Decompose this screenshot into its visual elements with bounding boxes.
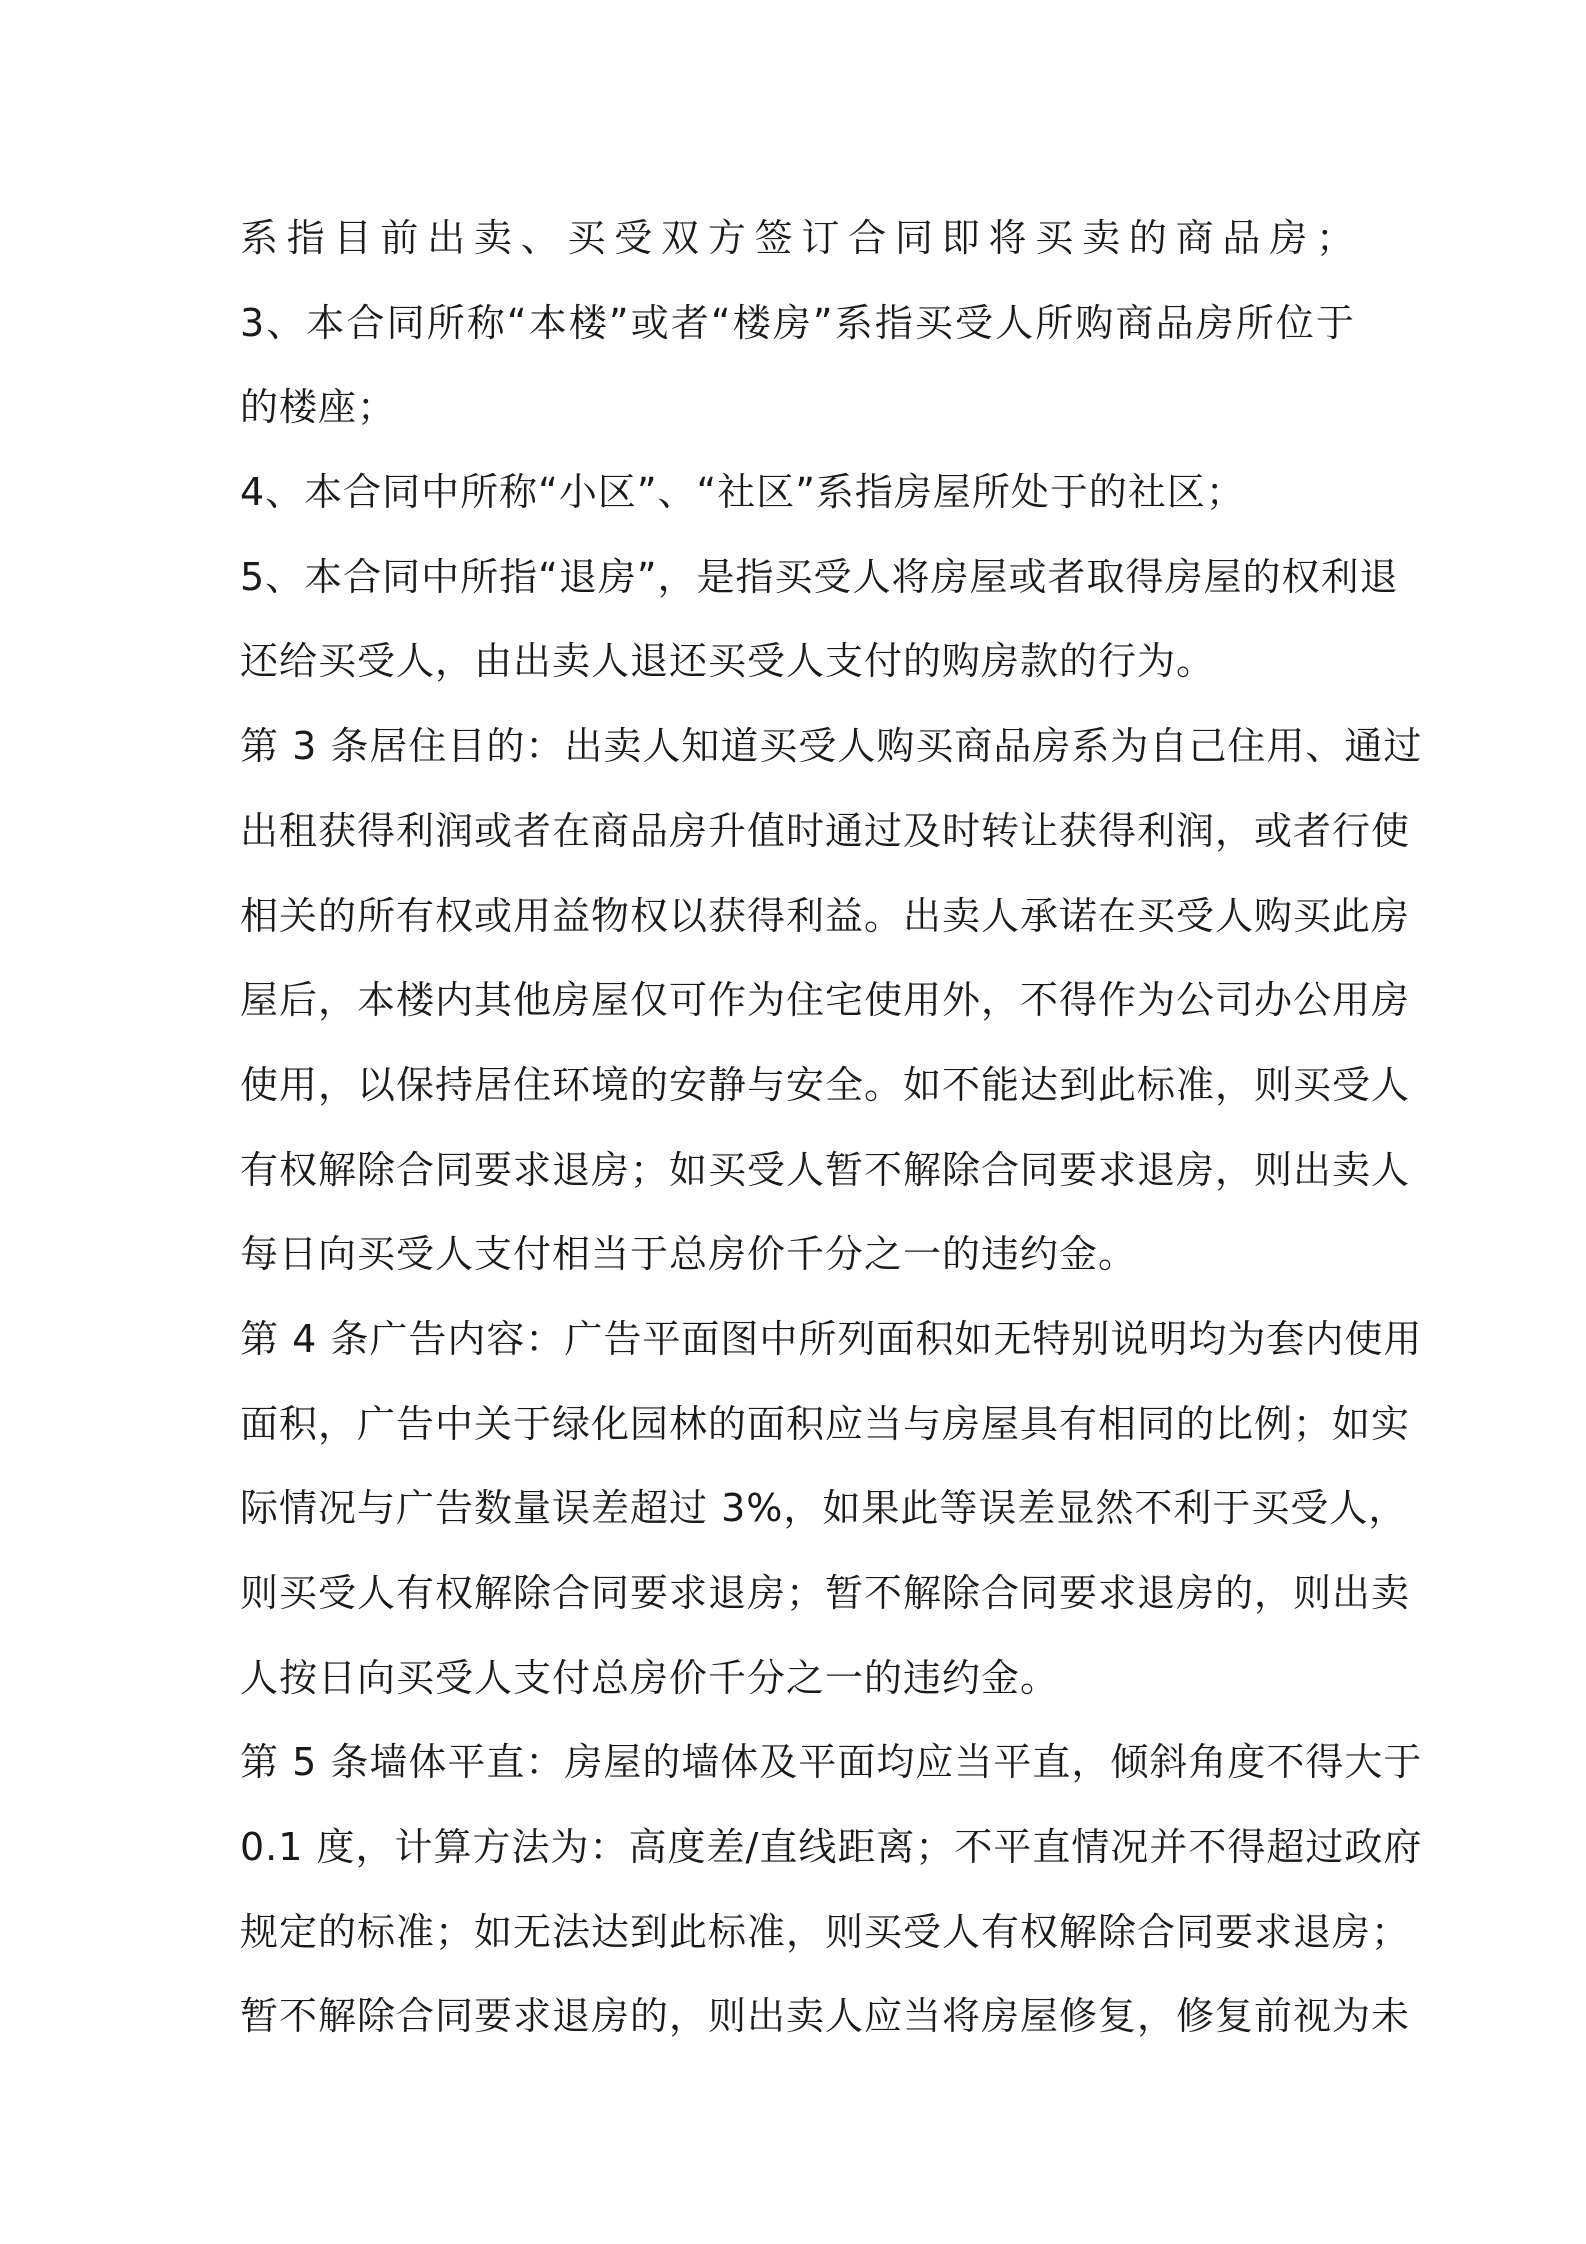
text-line: 4、本合同中所称“小区”、“社区”系指房屋所处于的社区；: [240, 470, 1245, 515]
text-line: 使用，以保持居住环境的安静与安全。如不能达到此标准，则买受人: [240, 1062, 1411, 1107]
text-line: 相关的所有权或用益物权以获得利益。出卖人承诺在买受人购买此房: [240, 893, 1411, 938]
text-line: 的楼座；: [240, 385, 397, 430]
text-line: 有权解除合同要求退房；如买受人暂不解除合同要求退房，则出卖人: [240, 1147, 1411, 1192]
text-line: 人按日向买受人支付总房价千分之一的违约金。: [240, 1655, 1060, 1700]
text-line: 系指目前出卖、买受双方签订合同即将买卖的商品房；: [240, 216, 1355, 260]
text-line: 第 5 条墙体平直：房屋的墙体及平面均应当平直，倾斜角度不得大于: [240, 1740, 1423, 1785]
text-line: 出租获得利润或者在商品房升值时通过及时转让获得利润，或者行使: [240, 808, 1411, 853]
text-line: 第 3 条居住目的：出卖人知道买受人购买商品房系为自己住用、通过: [240, 724, 1423, 769]
text-line: 0.1 度，计算方法为：高度差/直线距离；不平直情况并不得超过政府: [240, 1825, 1423, 1870]
text-line: 则买受人有权解除合同要求退房；暂不解除合同要求退房的，则出卖: [240, 1571, 1411, 1615]
text-line: 规定的标准；如无法达到此标准，则买受人有权解除合同要求退房；: [240, 1909, 1411, 1954]
text-line: 暂不解除合同要求退房的，则出卖人应当将房屋修复，修复前视为未: [240, 1994, 1411, 2039]
text-line: 屋后，本楼内其他房屋仅可作为住宅使用外，不得作为公司办公用房: [240, 978, 1411, 1023]
text-line: 面积，广告中关于绿化园林的面积应当与房屋具有相同的比例；如实: [240, 1401, 1411, 1446]
text-line: 每日向买受人支付相当于总房价千分之一的违约金。: [240, 1232, 1138, 1277]
text-line: 第 4 条广告内容：广告平面图中所列面积如无特别说明均为套内使用: [240, 1316, 1423, 1361]
text-line: 际情况与广告数量误差超过 3%，如果此等误差显然不利于买受人，: [240, 1486, 1408, 1531]
document-page: [240, 196, 1423, 2059]
text-line: 3、本合同所称“本楼”或者“楼房”系指买受人所购商品房所位于: [240, 300, 1355, 345]
text-line: 5、本合同中所指“退房”，是指买受人将房屋或者取得房屋的权利退: [240, 554, 1399, 599]
text-line: 还给买受人，由出卖人退还买受人支付的购房款的行为。: [240, 639, 1216, 684]
